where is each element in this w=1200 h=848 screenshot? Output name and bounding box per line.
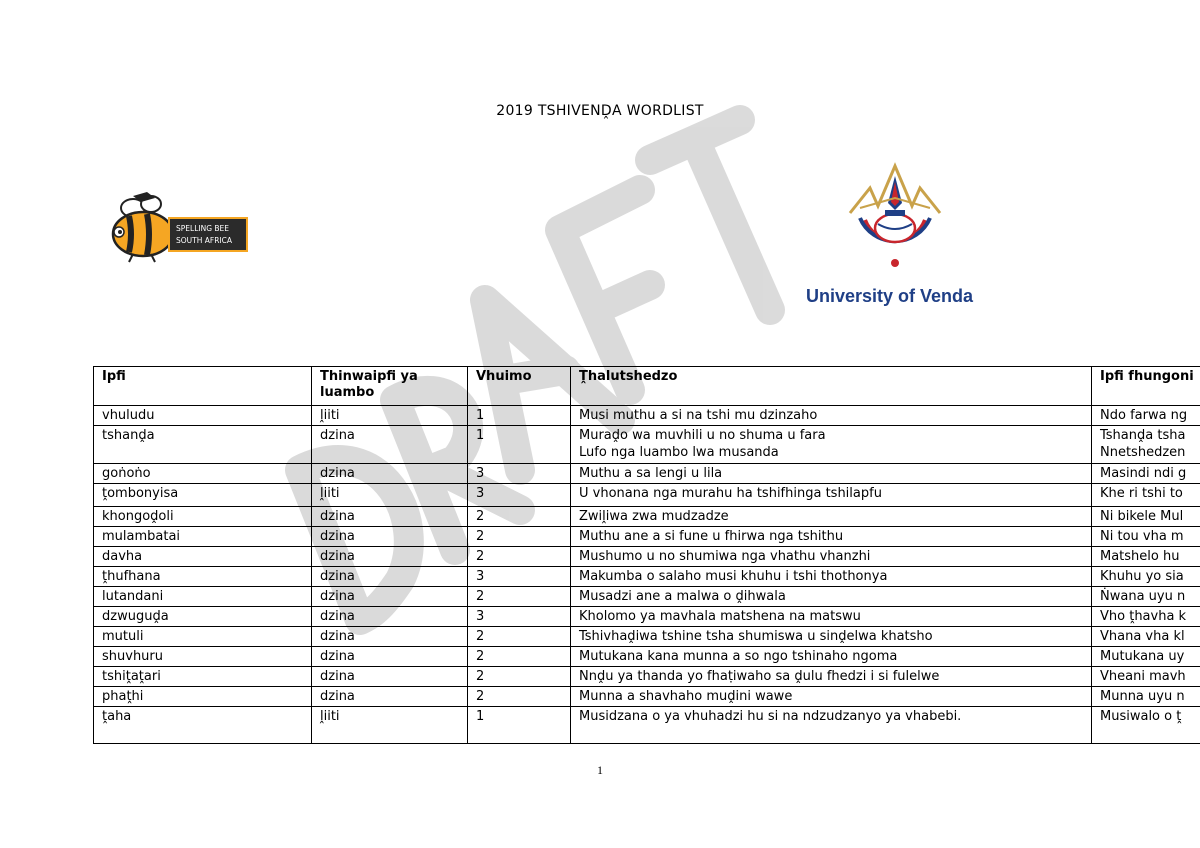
table-row <box>94 647 1200 667</box>
table-header-row <box>94 367 1200 406</box>
table-row <box>94 464 1200 484</box>
pos-cell: dzina <box>312 464 468 484</box>
meaning-cell: Mushumo u no shumiwa nga vhathu vhanzhi <box>571 547 1092 567</box>
sentence-cell: Vheani mavh <box>1092 667 1200 687</box>
table-row <box>94 484 1200 507</box>
meaning-line: Muraḓo wa muvhili u no shuma u fara <box>579 428 826 443</box>
spelling-bee-logo <box>103 190 249 266</box>
sentence-cell <box>1092 426 1200 464</box>
meaning-cell: Mutukana kana munna a so ngo tshinaho ngoma <box>571 647 1092 667</box>
meaning-cell: Tshivhaḓiwa tshine tsha shumiswa u sinḓelwa khatsho <box>571 627 1092 647</box>
level-cell: 3 <box>468 464 571 484</box>
meaning-cell: Makumba o salaho musi khuhu i tshi thothonya <box>571 567 1092 587</box>
meaning-cell <box>571 426 1092 464</box>
pos-cell: dzina <box>312 667 468 687</box>
table-row <box>94 507 1200 527</box>
level-cell: 2 <box>468 527 571 547</box>
sentence-cell: Ni tou vha m <box>1092 527 1200 547</box>
table-row <box>94 707 1200 744</box>
wordlist-table <box>93 366 1200 744</box>
column-header-part-of-speech: Thinwaipfi ya luambo <box>312 367 468 406</box>
level-cell: 2 <box>468 547 571 567</box>
sentence-cell: Ṅwana uyu n <box>1092 587 1200 607</box>
bee-logo-line1: SPELLING BEE <box>176 224 230 233</box>
column-header-meaning: Ṱhalutshedzo <box>571 367 1092 406</box>
level-cell: 2 <box>468 627 571 647</box>
pos-cell: ḽiiti <box>312 406 468 426</box>
word-cell: davha <box>94 547 312 567</box>
sentence-cell: Ni bikele Mul <box>1092 507 1200 527</box>
level-cell: 1 <box>468 707 571 744</box>
level-cell: 3 <box>468 484 571 507</box>
table-row <box>94 527 1200 547</box>
table-row <box>94 547 1200 567</box>
page-number: 1 <box>597 763 603 777</box>
word-cell: tshanḓa <box>94 426 312 464</box>
word-cell: ṱhufhana <box>94 567 312 587</box>
word-cell: mulambatai <box>94 527 312 547</box>
level-cell: 2 <box>468 667 571 687</box>
sentence-cell: Ndo farwa ng <box>1092 406 1200 426</box>
sentence-cell: Vhana vha kl <box>1092 627 1200 647</box>
table-row <box>94 567 1200 587</box>
pos-cell: ḽiiti <box>312 707 468 744</box>
sentence-cell: Khe ri tshi to <box>1092 484 1200 507</box>
table-row <box>94 627 1200 647</box>
meaning-cell: Muthu ane a si fune u fhirwa nga tshithu <box>571 527 1092 547</box>
pos-cell: dzina <box>312 587 468 607</box>
table-row <box>94 667 1200 687</box>
word-cell: mutuli <box>94 627 312 647</box>
word-cell: lutandani <box>94 587 312 607</box>
level-cell: 2 <box>468 587 571 607</box>
meaning-cell: Munna a shavhaho muḓini wawe <box>571 687 1092 707</box>
level-cell: 3 <box>468 567 571 587</box>
word-cell: tshiṱaṱari <box>94 667 312 687</box>
meaning-cell: U vhonana nga murahu ha tshifhinga tshilapfu <box>571 484 1092 507</box>
word-cell: dzwuguḓa <box>94 607 312 627</box>
level-cell: 1 <box>468 406 571 426</box>
pos-cell: dzina <box>312 627 468 647</box>
word-cell: ṱaha <box>94 707 312 744</box>
meaning-cell: Musidzana o ya vhuhadzi hu si na ndzudzanyo ya vhabebi. <box>571 707 1092 744</box>
sentence-cell: Munna uyu n <box>1092 687 1200 707</box>
meaning-cell: Zwiḽiwa zwa mudzadze <box>571 507 1092 527</box>
meaning-cell: Kholomo ya mavhala matshena na matswu <box>571 607 1092 627</box>
pos-cell: dzina <box>312 647 468 667</box>
pos-cell: dzina <box>312 527 468 547</box>
table-row <box>94 426 1200 464</box>
pos-cell: dzina <box>312 687 468 707</box>
level-cell: 2 <box>468 687 571 707</box>
word-cell: vhuludu <box>94 406 312 426</box>
column-header-word: Ipfi <box>94 367 312 406</box>
column-header-sentence: Ipfi fhungoni <box>1092 367 1200 406</box>
meaning-cell: Nnḓu ya thanda yo fhaṭiwaho sa ḓulu fhedzi i si fulelwe <box>571 667 1092 687</box>
sentence-cell: Mutukana uy <box>1092 647 1200 667</box>
bee-logo-line2: SOUTH AFRICA <box>176 236 232 245</box>
sentence-line: Tshanḓa tsha <box>1100 428 1186 443</box>
meaning-cell: Musi muthu a si na tshi mu dzinzaho <box>571 406 1092 426</box>
pos-cell: dzina <box>312 567 468 587</box>
sentence-cell: Masindi ndi g <box>1092 464 1200 484</box>
pos-cell: dzina <box>312 547 468 567</box>
pos-cell: dzina <box>312 507 468 527</box>
sentence-cell: Matshelo hu <box>1092 547 1200 567</box>
word-cell: shuvhuru <box>94 647 312 667</box>
pos-cell: ḽiiti <box>312 484 468 507</box>
meaning-cell: Muthu a sa lengi u lila <box>571 464 1092 484</box>
table-row <box>94 587 1200 607</box>
meaning-line: Lufo nga luambo lwa musanda <box>579 445 779 460</box>
sentence-cell: Khuhu yo sia <box>1092 567 1200 587</box>
word-cell: ṱombonyisa <box>94 484 312 507</box>
document-title: 2019 TSHIVENḒA WORDLIST <box>496 103 704 119</box>
table-row <box>94 607 1200 627</box>
pos-cell: dzina <box>312 426 468 464</box>
word-cell: goṅoṅo <box>94 464 312 484</box>
pos-cell: dzina <box>312 607 468 627</box>
university-name: University of Venda <box>806 286 974 306</box>
level-cell: 2 <box>468 507 571 527</box>
word-cell: phaṱhi <box>94 687 312 707</box>
level-cell: 1 <box>468 426 571 464</box>
column-header-level: Vhuimo <box>468 367 571 406</box>
sentence-cell: Vho ṱhavha k <box>1092 607 1200 627</box>
sentence-line: Nnetshedzen <box>1100 445 1186 460</box>
word-cell: khongoḓoli <box>94 507 312 527</box>
table-row <box>94 687 1200 707</box>
meaning-cell: Musadzi ane a malwa o ḓihwala <box>571 587 1092 607</box>
table-row <box>94 406 1200 426</box>
sentence-cell: Musiwalo o ṱ <box>1092 707 1200 744</box>
level-cell: 3 <box>468 607 571 627</box>
level-cell: 2 <box>468 647 571 667</box>
